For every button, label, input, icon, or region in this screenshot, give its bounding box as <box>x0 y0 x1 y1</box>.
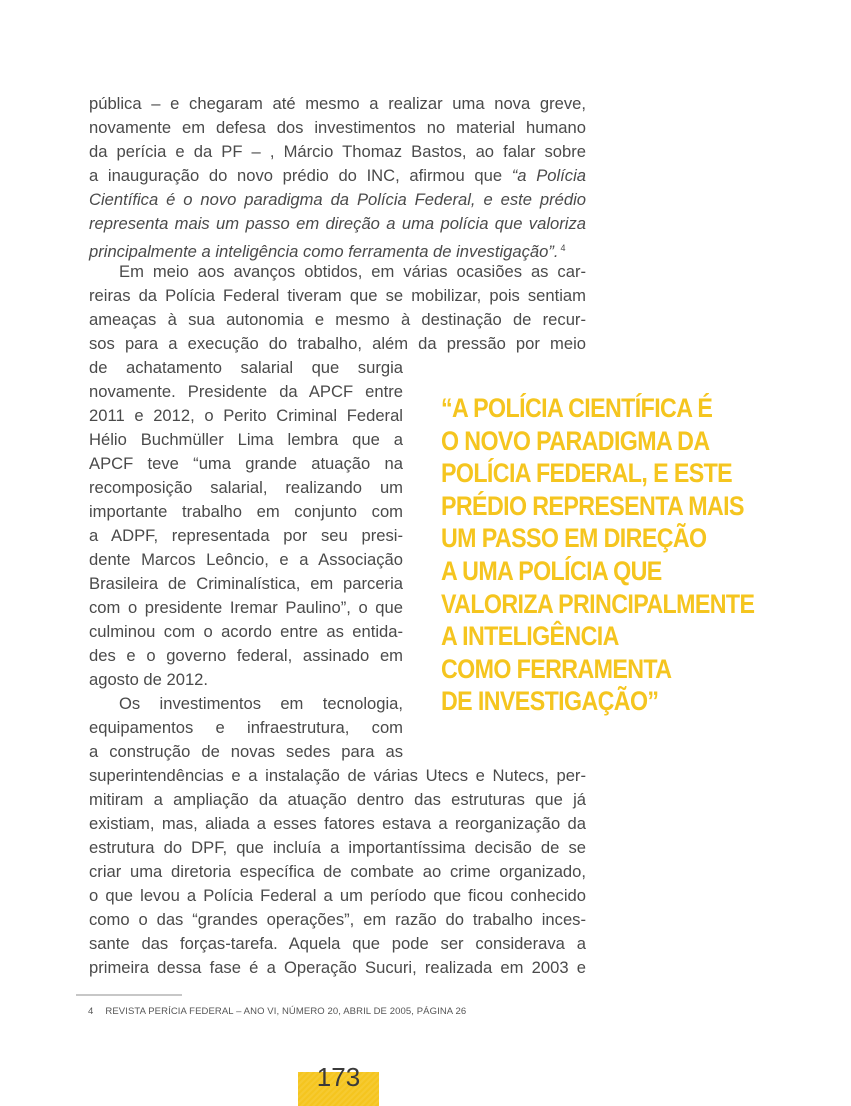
footnote-marker: 4 <box>560 243 566 253</box>
pull-quote-line: A INTELIGÊNCIA <box>441 621 619 652</box>
body-line: Hélio Buchmüller Lima lembra que a <box>89 430 403 449</box>
body-line <box>89 164 586 188</box>
body-line: ameaças à sua autonomia e mesmo à destinação de recur- <box>89 310 586 329</box>
body-line-text: a inauguração do novo prédio do INC, afirmou que <box>89 166 512 185</box>
body-line: primeira dessa fase é a Operação Sucuri, realizada em 2003 e <box>89 958 586 977</box>
body-line: a ADPF, representada por seu presi- <box>89 526 403 545</box>
body-line: pública – e chegaram até mesmo a realizar uma nova greve, <box>89 94 586 113</box>
pull-quote-line: VALORIZA PRINCIPALMENTE <box>441 588 755 619</box>
body-line: Em meio aos avanços obtidos, em várias ocasiões as car- <box>119 262 586 281</box>
body-line: dente Marcos Leôncio, e a Associação <box>89 550 403 569</box>
body-line: de achatamento salarial que surgia <box>89 358 403 377</box>
body-line: com o presidente Iremar Paulino”, o que <box>89 598 403 617</box>
pull-quote-line: O NOVO PARADIGMA DA <box>441 425 710 456</box>
pull-quote-line: DE INVESTIGAÇÃO” <box>441 686 659 717</box>
body-line: importante trabalho em conjunto com <box>89 502 403 521</box>
page-number: 173 <box>316 1062 361 1092</box>
body-line: equipamentos e infraestrutura, com <box>89 718 403 737</box>
body-line: Científica é o novo paradigma da Polícia Federal, e este prédio <box>89 190 586 209</box>
pull-quote-line: “A POLÍCIA CIENTÍFICA É <box>441 393 713 423</box>
body-line: representa mais um passo em direção a uma polícia que valoriza <box>89 214 586 233</box>
body-line: Os investimentos em tecnologia, <box>119 694 403 713</box>
body-line: da perícia e da PF – , Márcio Thomaz Bastos, ao falar sobre <box>89 142 586 161</box>
body-line: a construção de novas sedes para as <box>89 742 403 761</box>
pull-quote-line: UM PASSO EM DIREÇÃO <box>441 523 707 554</box>
body-line <box>89 236 586 260</box>
body-line-text: principalmente a inteligência como ferramenta de investigação”. <box>89 242 559 261</box>
body-line: culminou com o acordo entre as entida- <box>89 622 403 641</box>
body-line: sos para a execução do trabalho, além da pressão por meio <box>89 334 586 353</box>
body-line: agosto de 2012. <box>89 670 209 689</box>
body-line: des e o governo federal, assinado em <box>89 646 403 665</box>
body-line: superintendências e a instalação de várias Utecs e Nutecs, per- <box>89 766 586 785</box>
pull-quote-line: POLÍCIA FEDERAL, E ESTE <box>441 458 733 489</box>
body-line: reiras da Polícia Federal tiveram que se mobilizar, pois sentiam <box>89 286 586 305</box>
body-line: estrutura do DPF, que incluía a importantíssima decisão de se <box>89 838 586 857</box>
body-line: novamente. Presidente da APCF entre <box>89 382 403 401</box>
pull-quote-line: COMO FERRAMENTA <box>441 653 672 684</box>
body-line: como o das “grandes operações”, em razão do trabalho inces- <box>89 910 586 929</box>
body-line: o que levou a Polícia Federal a um período que ficou conhecido <box>89 886 586 905</box>
footnote <box>88 1006 466 1017</box>
body-line: novamente em defesa dos investimentos no material humano <box>89 118 586 137</box>
body-line: criar uma diretoria específica de combate ao crime organizado, <box>89 862 586 881</box>
body-line: 2011 e 2012, o Perito Criminal Federal <box>89 406 403 425</box>
footnote-divider <box>76 994 182 996</box>
body-line: sante das forças-tarefa. Aquela que pode ser considerava a <box>89 934 586 953</box>
footnote-number: 4 <box>88 1006 94 1017</box>
body-line: APCF teve “uma grande atuação na <box>89 454 403 473</box>
pull-quote-line: A UMA POLÍCIA QUE <box>441 555 662 586</box>
body-line: mitiram a ampliação da atuação dentro das estruturas que já <box>89 790 586 809</box>
pull-quote-line: PRÉDIO REPRESENTA MAIS <box>441 490 744 521</box>
pull-quote <box>441 392 785 718</box>
inline-quote: “a Polícia <box>511 166 587 185</box>
body-line: existiam, mas, aliada a esses fatores estava a reorganização da <box>89 814 586 833</box>
body-line: recomposição salarial, realizando um <box>89 478 403 497</box>
body-line: Brasileira de Criminalística, em parceria <box>89 574 403 593</box>
footnote-text: REVISTA PERÍCIA FEDERAL – ANO VI, NÚMERO 20, ABRIL DE 2005, PÁGINA 26 <box>105 1006 467 1017</box>
